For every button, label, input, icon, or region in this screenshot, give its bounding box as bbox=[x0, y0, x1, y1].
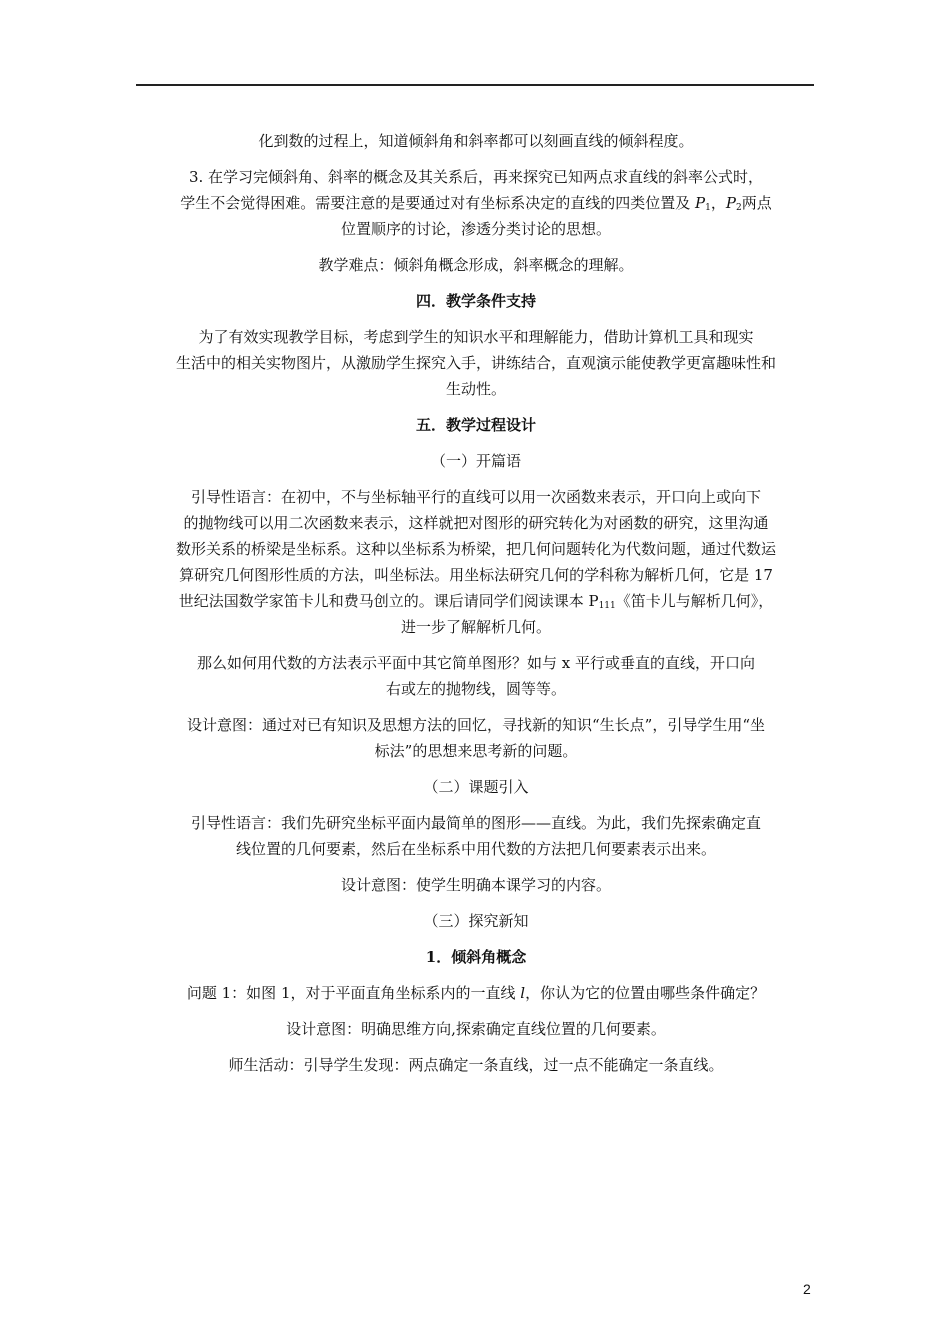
subsection-2-title: （二）课题引入 bbox=[423, 778, 529, 796]
page-number: 2 bbox=[803, 1281, 811, 1297]
line-l: l bbox=[520, 984, 526, 1002]
p3-line2a: 学生不会觉得困难。需要注意的是要通过对有坐标系决定的直线的四类位置及 bbox=[180, 194, 691, 212]
section-5-title: 五．教学过程设计 bbox=[415, 416, 536, 434]
topic-1-title: 1．倾斜角概念 bbox=[425, 948, 527, 966]
header-rule bbox=[136, 84, 814, 86]
design-intent-2: 设计意图：使学生明确本课学习的内容。 bbox=[340, 876, 611, 894]
design-intent-1: 设计意图：通过对已有知识及思想方法的回忆，寻找新的知识“生长点”，引导学生用“坐 标法”的思想来思考新的问题。 bbox=[186, 716, 765, 760]
p3-line3: 位置顺序的讨论，渗透分类讨论的思想。 bbox=[340, 220, 611, 238]
section-4-text: 为了有效实现教学目标，考虑到学生的知识水平和理解能力，借助计算机工具和现实 生活中的相关实物图片，从激励学生探究入手，讲练结合，直观演示能使教学更富趣味性和 生动性。 bbox=[175, 328, 776, 398]
document-body bbox=[148, 128, 804, 1078]
subsection-3-title: （三）探究新知 bbox=[423, 912, 529, 930]
teaching-difficulty: 教学难点：倾斜角概念形成，斜率概念的理解。 bbox=[318, 256, 634, 274]
question-paragraph: 那么如何用代数的方法表示平面中其它简单图形？如与 x 平行或垂直的直线，开口向 右或左的抛物线，圆等等。 bbox=[197, 654, 755, 698]
point-p1-sub: 1 bbox=[705, 203, 711, 213]
textbook-page-sub: 111 bbox=[598, 601, 616, 611]
point-p1: P bbox=[695, 194, 706, 212]
teacher-student-activity: 师生活动：引导学生发现：两点确定一条直线，过一点不能确定一条直线。 bbox=[228, 1056, 724, 1074]
p3-line2b: 两点 bbox=[741, 194, 772, 212]
p3-line1: 3. 在学习完倾斜角、斜率的概念及其关系后，再来探究已知两点求直线的斜率公式时， bbox=[188, 168, 764, 186]
point-p2-sub: 2 bbox=[735, 203, 742, 213]
intro2-paragraph: 引导性语言：我们先研究坐标平面内最简单的图形——直线。为此，我们先探索确定直 线位置的几何要素，然后在坐标系中用代数的方法把几何要素表示出来。 bbox=[190, 814, 761, 858]
section-4-title: 四．教学条件支持 bbox=[415, 292, 536, 310]
intro-paragraph: 引导性语言：在初中，不与坐标轴平行的直线可以用一次函数来表示，开口向上或向下 的抛物线可以用二次函数来表示，这样就把对图形的研究转化为对函数的研究，这里沟通 数形关系的桥梁是坐标系。这种以坐标系为桥梁，把几何问题转化为代数问题，通过代数运 算研究几何图形性质的方法，叫坐标法。用坐标法研究几何的学科称为解析几何，它是 17 世纪法国数学家笛卡儿和费马创立的。课后请同学们阅读课本 $P_{111}$《笛卡儿与解析几何》， 进一步了解解析几何。 bbox=[175, 488, 776, 636]
design-intent-3: 设计意图：明确思维方向,探索确定直线位置的几何要素。 bbox=[286, 1020, 666, 1038]
problem-1: 问题 1：如图 1，对于平面直角坐标系内的一直线 l，你认为它的位置由哪些条件确定？ bbox=[186, 984, 766, 1002]
paragraph-transform: 化到数的过程上，知道倾斜角和斜率都可以刻画直线的倾斜程度。 bbox=[258, 132, 694, 150]
subsection-1-title: （一）开篇语 bbox=[430, 452, 521, 470]
paragraph-3: 3. 在学习完倾斜角、斜率的概念及其关系后，再来探究已知两点求直线的斜率公式时， 学生不会觉得困难。需要注意的是要通过对有坐标系决定的直线的四类位置及 $P_1$，$P_2$两点 位置顺序的讨论，渗透分类讨论的思想。 bbox=[180, 168, 772, 238]
point-p2: P bbox=[725, 194, 736, 212]
